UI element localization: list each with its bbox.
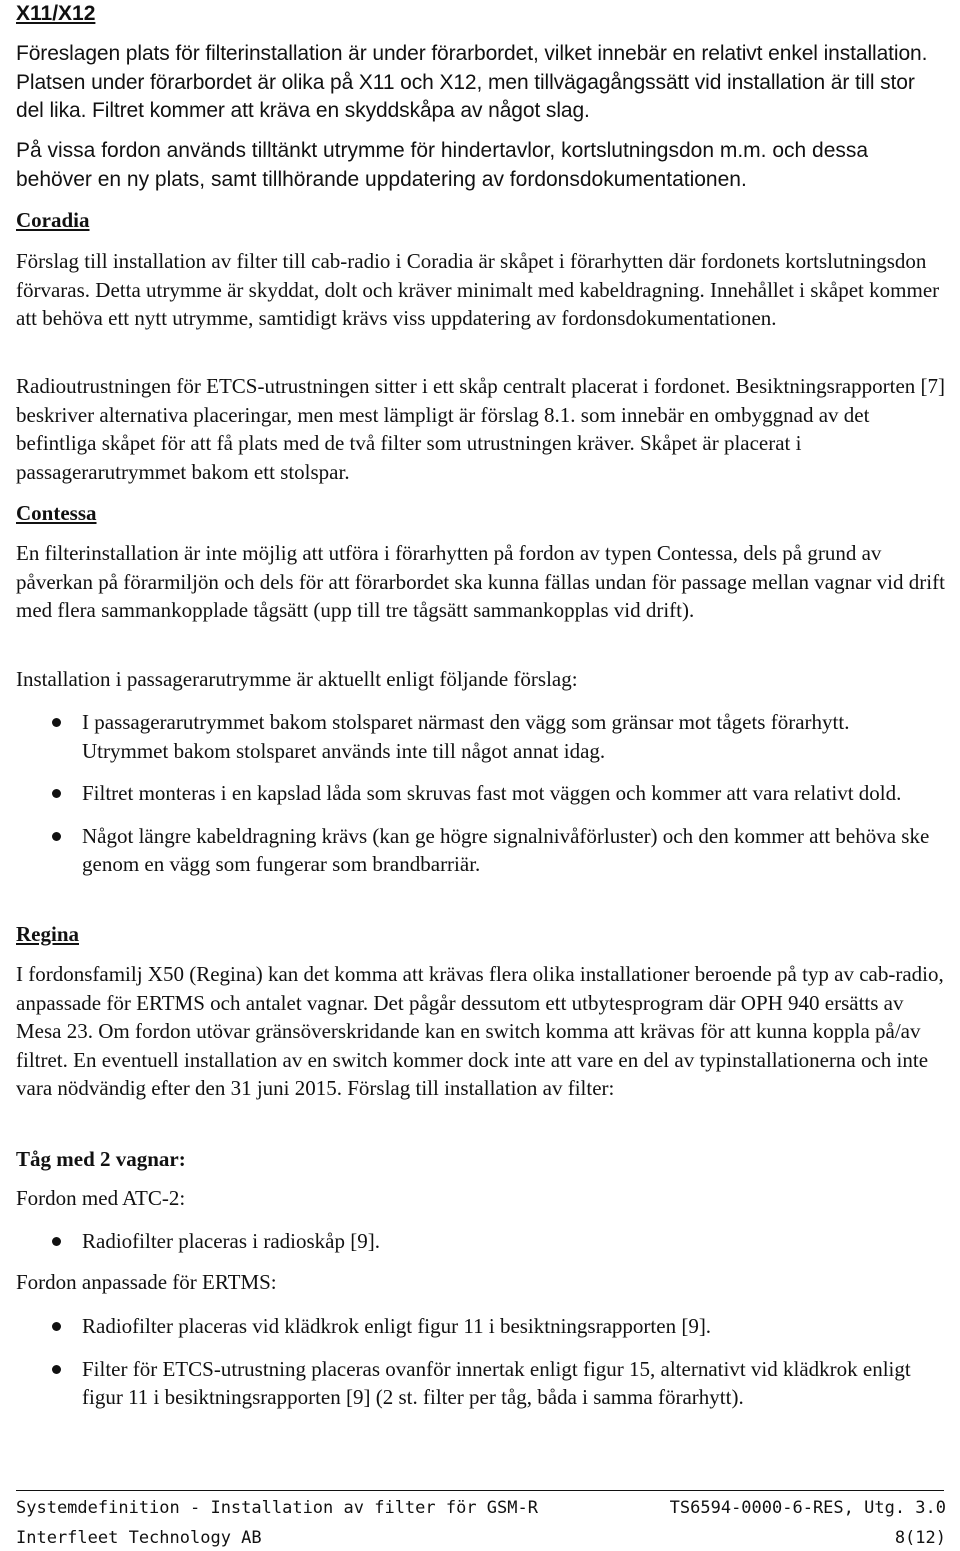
bullet-icon <box>52 789 61 798</box>
section-heading-x11-x12: X11/X12 <box>16 2 96 25</box>
list-item: Radiofilter placeras i radioskåp [9]. <box>0 1227 940 1256</box>
label-ertms: Fordon anpassade för ERTMS: <box>16 1270 277 1294</box>
paragraph-contessa-cab: En filterinstallation är inte möjlig att utföra i förarhytten på fordon av typen Contessa, dels på grund av påverkan på förarmiljön och dels för att förarbordet ska kunna fällas undan för passage mellan vagnar vid drift med flera sammankopplade tågsätt (upp till tre tågsätt sammankopplas vid drift). <box>16 541 945 622</box>
list-item: Radiofilter placeras vid klädkrok enligt figur 11 i besiktningsrapporten [9]. <box>0 1312 940 1341</box>
atc2-bullet-list <box>0 1227 940 1256</box>
paragraph-coradia-etcs: Radioutrustningen för ETCS-utrustningen sitter i ett skåp centralt placerat i fordonet. Besiktningsrapporten [7] beskriver alternativa placeringar, men mest lämpligt är förslag 8.1. som innebär en ombyggnad av det befintliga skåpet för att få plats med de två filter som utrustningen kräver. Skåpet är placerat i passagerarutrymmet bakom ett stolspar. <box>16 374 946 484</box>
paragraph-x11-space: På vissa fordon används tilltänkt utrymme för hindertavlor, kortslutningsdon m.m. och dessa behöver en ny plats, samt tillhörande uppdatering av fordonsdokumentationen. <box>16 139 869 191</box>
section-heading-contessa: Contessa <box>16 501 97 525</box>
paragraph-regina-intro: I fordonsfamilj X50 (Regina) kan det komma att krävas flera olika installationer beroende på typ av cab-radio, anpassade för ERTMS och antalet vagnar. Det pågår dessutom ett utbytesprogram där OPH 940 ersätts av Mesa 23. Om fordon utövar gränsöverskridande kan en switch komma att krävas för att kunna koppla på/av filtret. En eventuell installation av en switch kommer dock inte att vare en del av typinstallationerna och inte vara nödvändig efter den 31 juni 2015. Förslag till installation av filter: <box>16 962 944 1100</box>
bullet-icon <box>52 718 61 727</box>
bullet-icon <box>52 1365 61 1374</box>
label-atc2: Fordon med ATC-2: <box>16 1186 186 1210</box>
footer-doc-title: Systemdefinition - Installation av filter för GSM-R <box>16 1498 538 1518</box>
footer-page-number: 8(12) <box>894 1528 946 1548</box>
section-heading-regina: Regina <box>16 922 79 946</box>
bullet-icon <box>52 1322 61 1331</box>
contessa-bullet-list <box>0 708 940 879</box>
paragraph-contessa-intro: Installation i passagerarutrymme är aktuellt enligt följande förslag: <box>16 667 578 691</box>
footer-doc-id: TS6594-0000-6-RES, Utg. 3.0 <box>669 1498 946 1518</box>
bullet-icon <box>52 1237 61 1246</box>
list-item: Filter för ETCS-utrustning placeras ovanför innertak enligt figur 15, alternativt vid klädkrok enligt figur 11 i besiktningsrapporten [9] (2 st. filter per tåg, båda i samma förarhytt). <box>0 1355 940 1412</box>
subheading-two-cars: Tåg med 2 vagnar: <box>16 1147 186 1171</box>
paragraph-coradia-proposal: Förslag till installation av filter till cab-radio i Coradia är skåpet i förarhytten där fordonets kortslutningsdon förvaras. Detta utrymme är skyddat, dolt och kräver minimalt med kabeldragning. Innehållet i skåpet kommer att behöva ett nytt utrymme, samtidigt krävs viss uppdatering av fordonsdokumentationen. <box>16 249 940 330</box>
list-item: Något längre kabeldragning krävs (kan ge högre signalnivåförluster) och den kommer att behöva ske genom en vägg som fungerar som brandbarriär. <box>0 822 940 879</box>
list-item: Filtret monteras i en kapslad låda som skruvas fast mot väggen och kommer att vara relativt dold. <box>0 779 940 808</box>
section-heading-coradia: Coradia <box>16 208 90 232</box>
list-item: I passagerarutrymmet bakom stolsparet närmast den vägg som gränsar mot tågets förarhytt. Utrymmet bakom stolsparet används inte till något annat idag. <box>0 708 940 765</box>
bullet-icon <box>52 832 61 841</box>
footer-divider <box>16 1490 944 1491</box>
footer-company: Interfleet Technology AB <box>16 1528 262 1548</box>
paragraph-x11-placement: Föreslagen plats för filterinstallation är under förarbordet, vilket innebär en relativt enkel installation. Platsen under förarbordet är olika på X11 och X12, men tillvägagångssätt vid installation är till stor del lika. Filtret kommer att kräva en skyddskåpa av något slag. <box>16 42 928 122</box>
ertms-bullet-list <box>0 1312 940 1412</box>
